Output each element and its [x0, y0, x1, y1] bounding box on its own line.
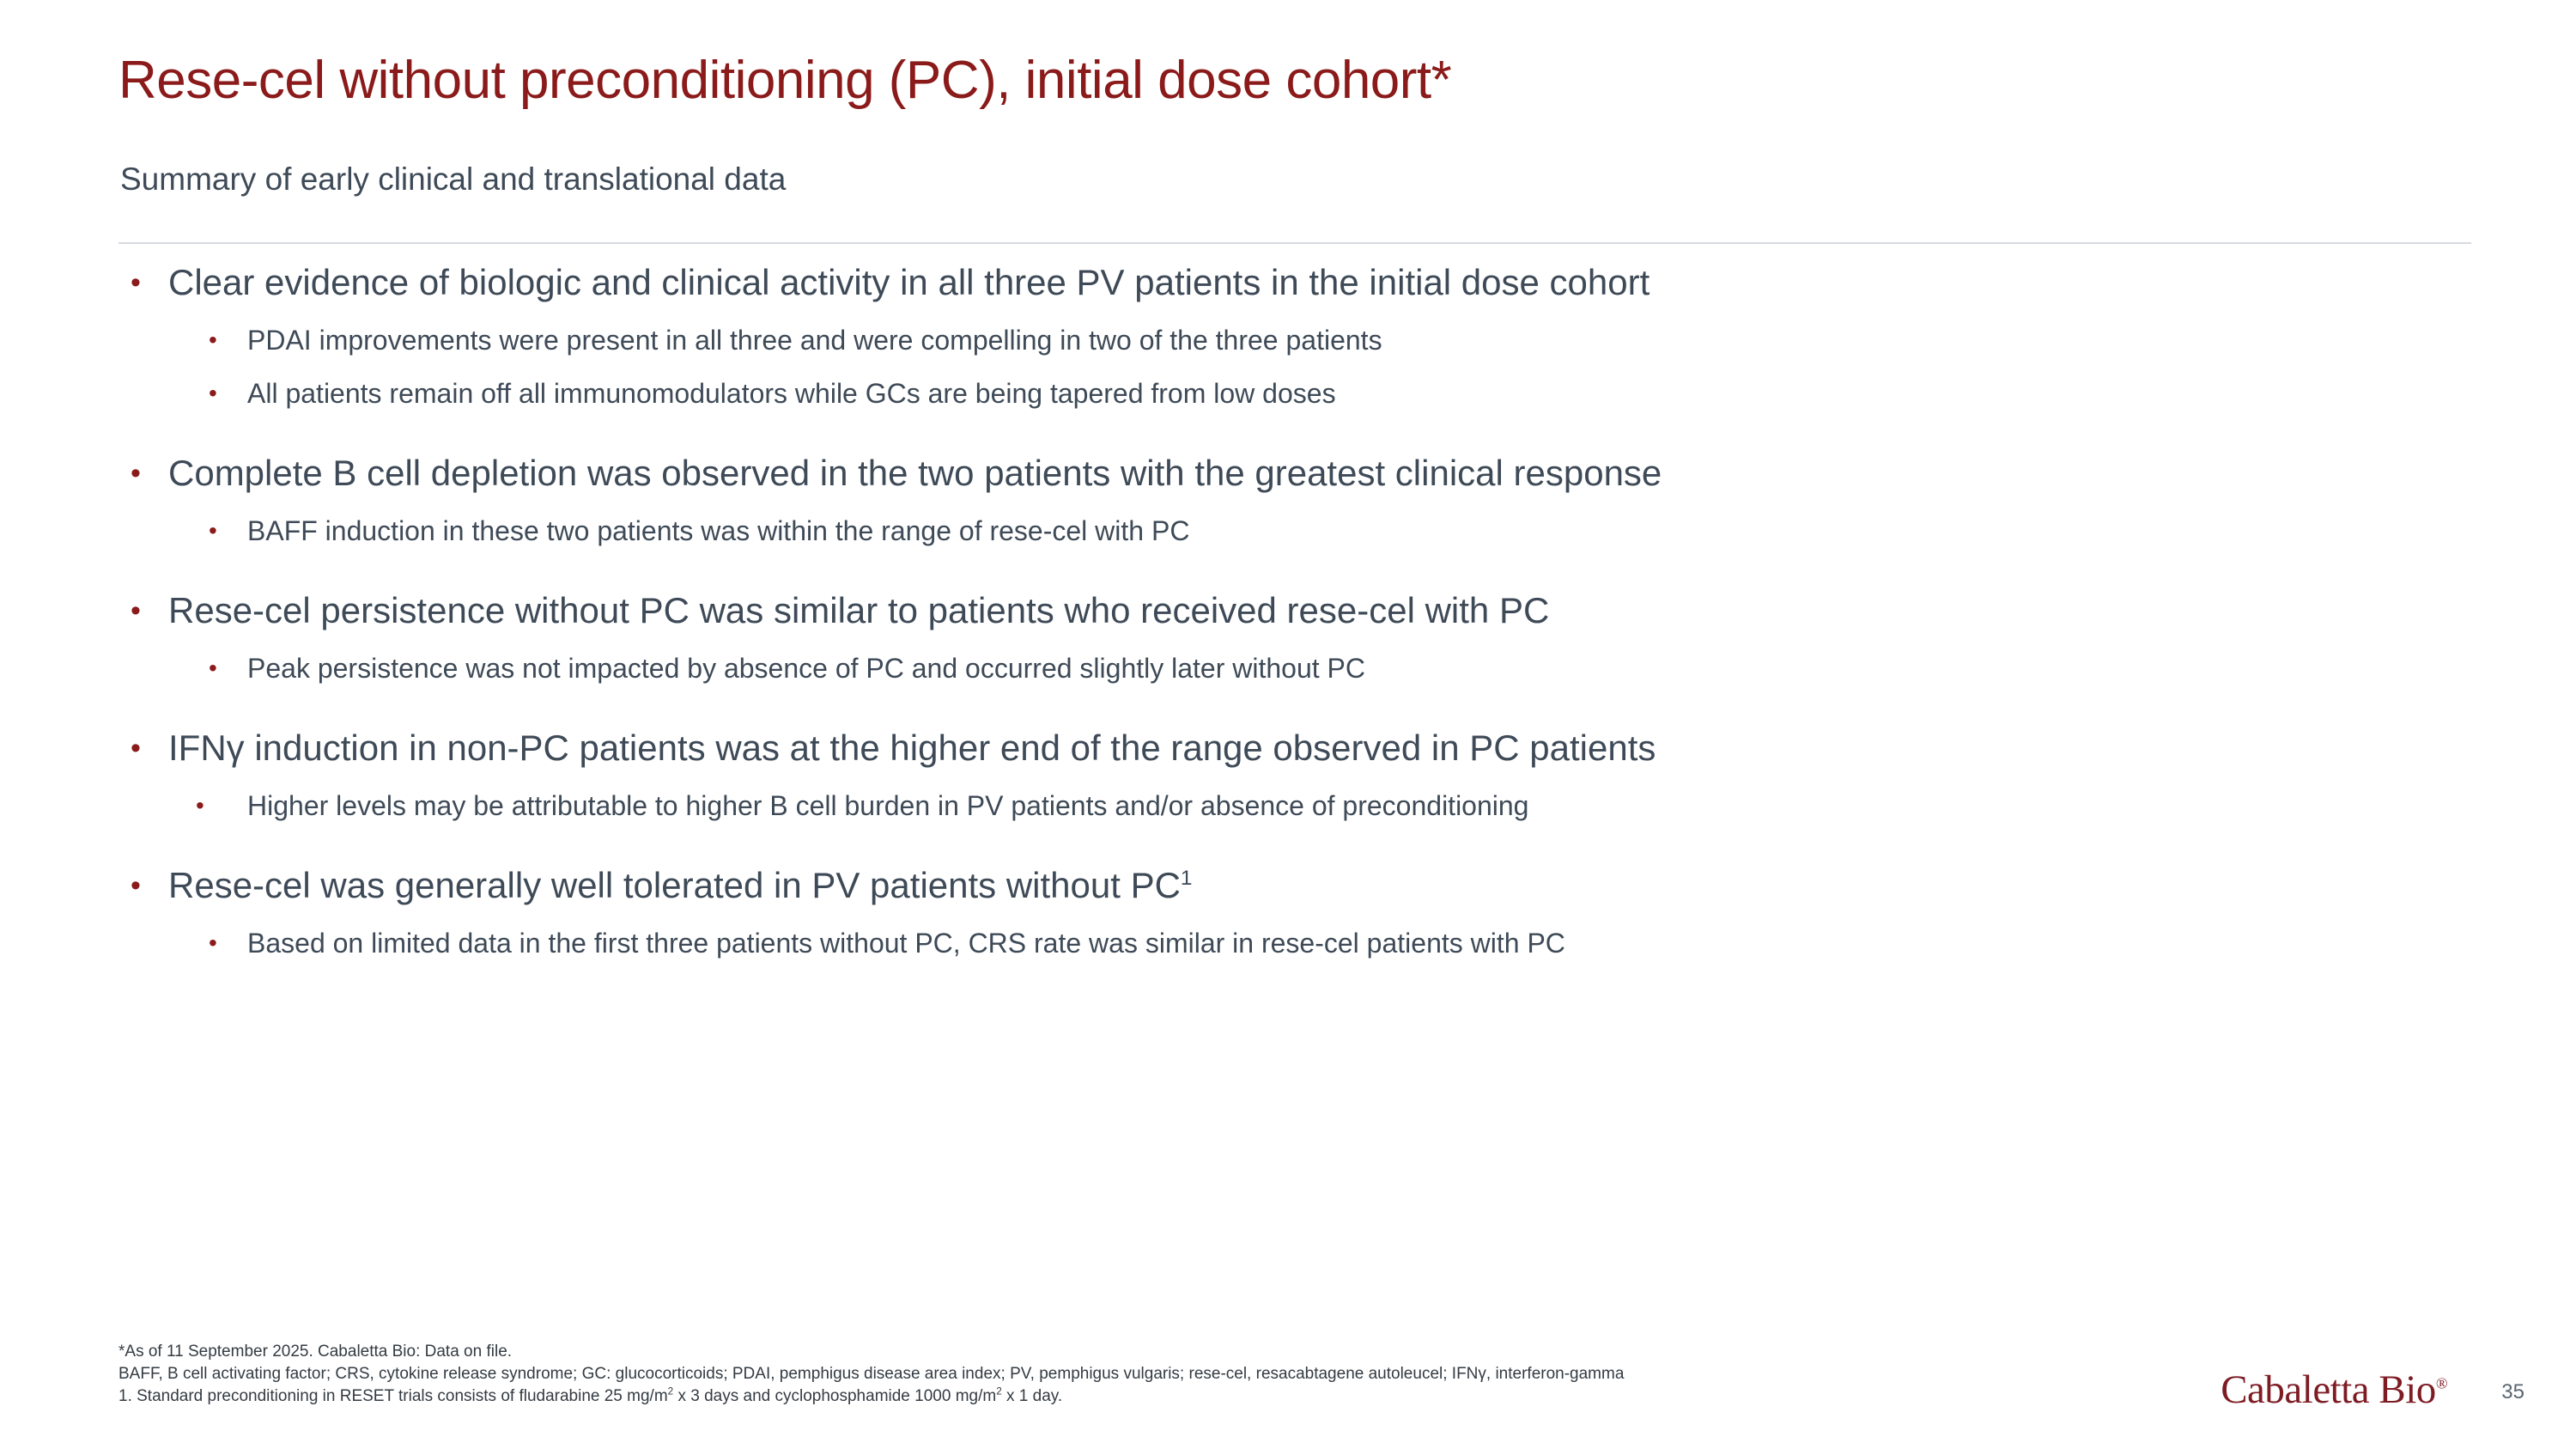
- bullet-group: [118, 448, 2488, 551]
- page-number: 35: [2501, 1380, 2524, 1403]
- bullet-dot-icon: •: [131, 457, 141, 490]
- bullet-level1-label: Rese-cel persistence without PC was similar to patients who received rese-cel with PC: [168, 590, 1550, 630]
- bullet-dot-icon: •: [131, 732, 141, 764]
- bullet-level2: [118, 648, 2488, 689]
- footnotes: [118, 1341, 2179, 1408]
- bullet-level2-label: Peak persistence was not impacted by absence of PC and occurred slightly later without PC: [247, 653, 1365, 684]
- bullet-dot-icon: •: [131, 869, 141, 902]
- sub-bullet-dot-icon: •: [209, 517, 217, 544]
- bullet-level2-label: BAFF induction in these two patients was within the range of rese-cel with PC: [247, 515, 1190, 546]
- bullet-level1: [118, 723, 2488, 773]
- bullet-level2-label: All patients remain off all immunomodulators while GCs are being tapered from low doses: [247, 378, 1336, 409]
- bullet-group: [118, 586, 2488, 689]
- page-subtitle: Summary of early clinical and translational data: [120, 161, 787, 197]
- bullet-level1: [118, 861, 2488, 910]
- bullet-list: [118, 258, 2488, 993]
- sub-bullet-dot-icon: •: [209, 654, 217, 681]
- bullet-group: [118, 723, 2488, 826]
- bullet-level2-label: Higher levels may be attributable to higher B cell burden in PV patients and/or absence of preconditioning: [247, 790, 1529, 821]
- page-title: Rese-cel without preconditioning (PC), initial dose cohort*: [118, 51, 1452, 110]
- bullet-level2: [118, 510, 2488, 551]
- bullet-group: [118, 258, 2488, 414]
- bullet-level1-label: Rese-cel was generally well tolerated in PV patients without $PC^1$: [168, 865, 1193, 905]
- bullet-group: [118, 861, 2488, 964]
- footnote-ref: 1: [1180, 867, 1193, 890]
- header-divider: [118, 242, 2471, 244]
- sub-bullet-dot-icon: •: [209, 380, 217, 406]
- bullet-level1-label: Clear evidence of biologic and clinical activity in all three PV patients in the initial dose cohort: [168, 262, 1650, 302]
- bullet-dot-icon: •: [131, 594, 141, 627]
- bullet-level2-label: Based on limited data in the first three patients without PC, CRS rate was similar in rese-cel patients with PC: [247, 928, 1565, 959]
- sub-bullet-dot-icon: •: [196, 792, 204, 819]
- bullet-level1: [118, 258, 2488, 307]
- bullet-level2: [118, 320, 2488, 361]
- bullet-level1: [118, 448, 2488, 498]
- company-logo: Cabaletta Bio®: [2221, 1367, 2447, 1412]
- sub-bullet-dot-icon: •: [209, 326, 217, 353]
- bullet-level2: [118, 785, 2488, 826]
- sub-bullet-dot-icon: •: [209, 929, 217, 956]
- bullet-level2: [118, 373, 2488, 414]
- bullet-level2: [118, 922, 2488, 964]
- footnote-line-2: BAFF, B cell activating factor; CRS, cytokine release syndrome; GC: glucocorticoids; PDAI, pemphigus disease area index; PV, pemphigus vulgaris; rese-cel, resacabtagene autoleucel; IFNγ, interferon-gamma: [118, 1365, 1625, 1383]
- bullet-level1-label: Complete B cell depletion was observed in the two patients with the greatest clinical response: [168, 453, 1662, 493]
- bullet-dot-icon: •: [131, 266, 141, 299]
- bullet-level2-label: PDAI improvements were present in all three and were compelling in two of the three patients: [247, 325, 1382, 356]
- footnote-line-1: *As of 11 September 2025. Cabaletta Bio: Data on file.: [118, 1342, 513, 1361]
- footnote-line-3: 1. Standard preconditioning in RESET trials consists of fludarabine 25 mg/m$^2$ x 3 days and cyclophosphamide 1000 mg/m$^2$ x 1 day.: [118, 1385, 1063, 1405]
- bullet-level1: [118, 586, 2488, 636]
- bullet-level1-label: IFNγ induction in non-PC patients was at the higher end of the range observed in PC patients: [168, 728, 1656, 768]
